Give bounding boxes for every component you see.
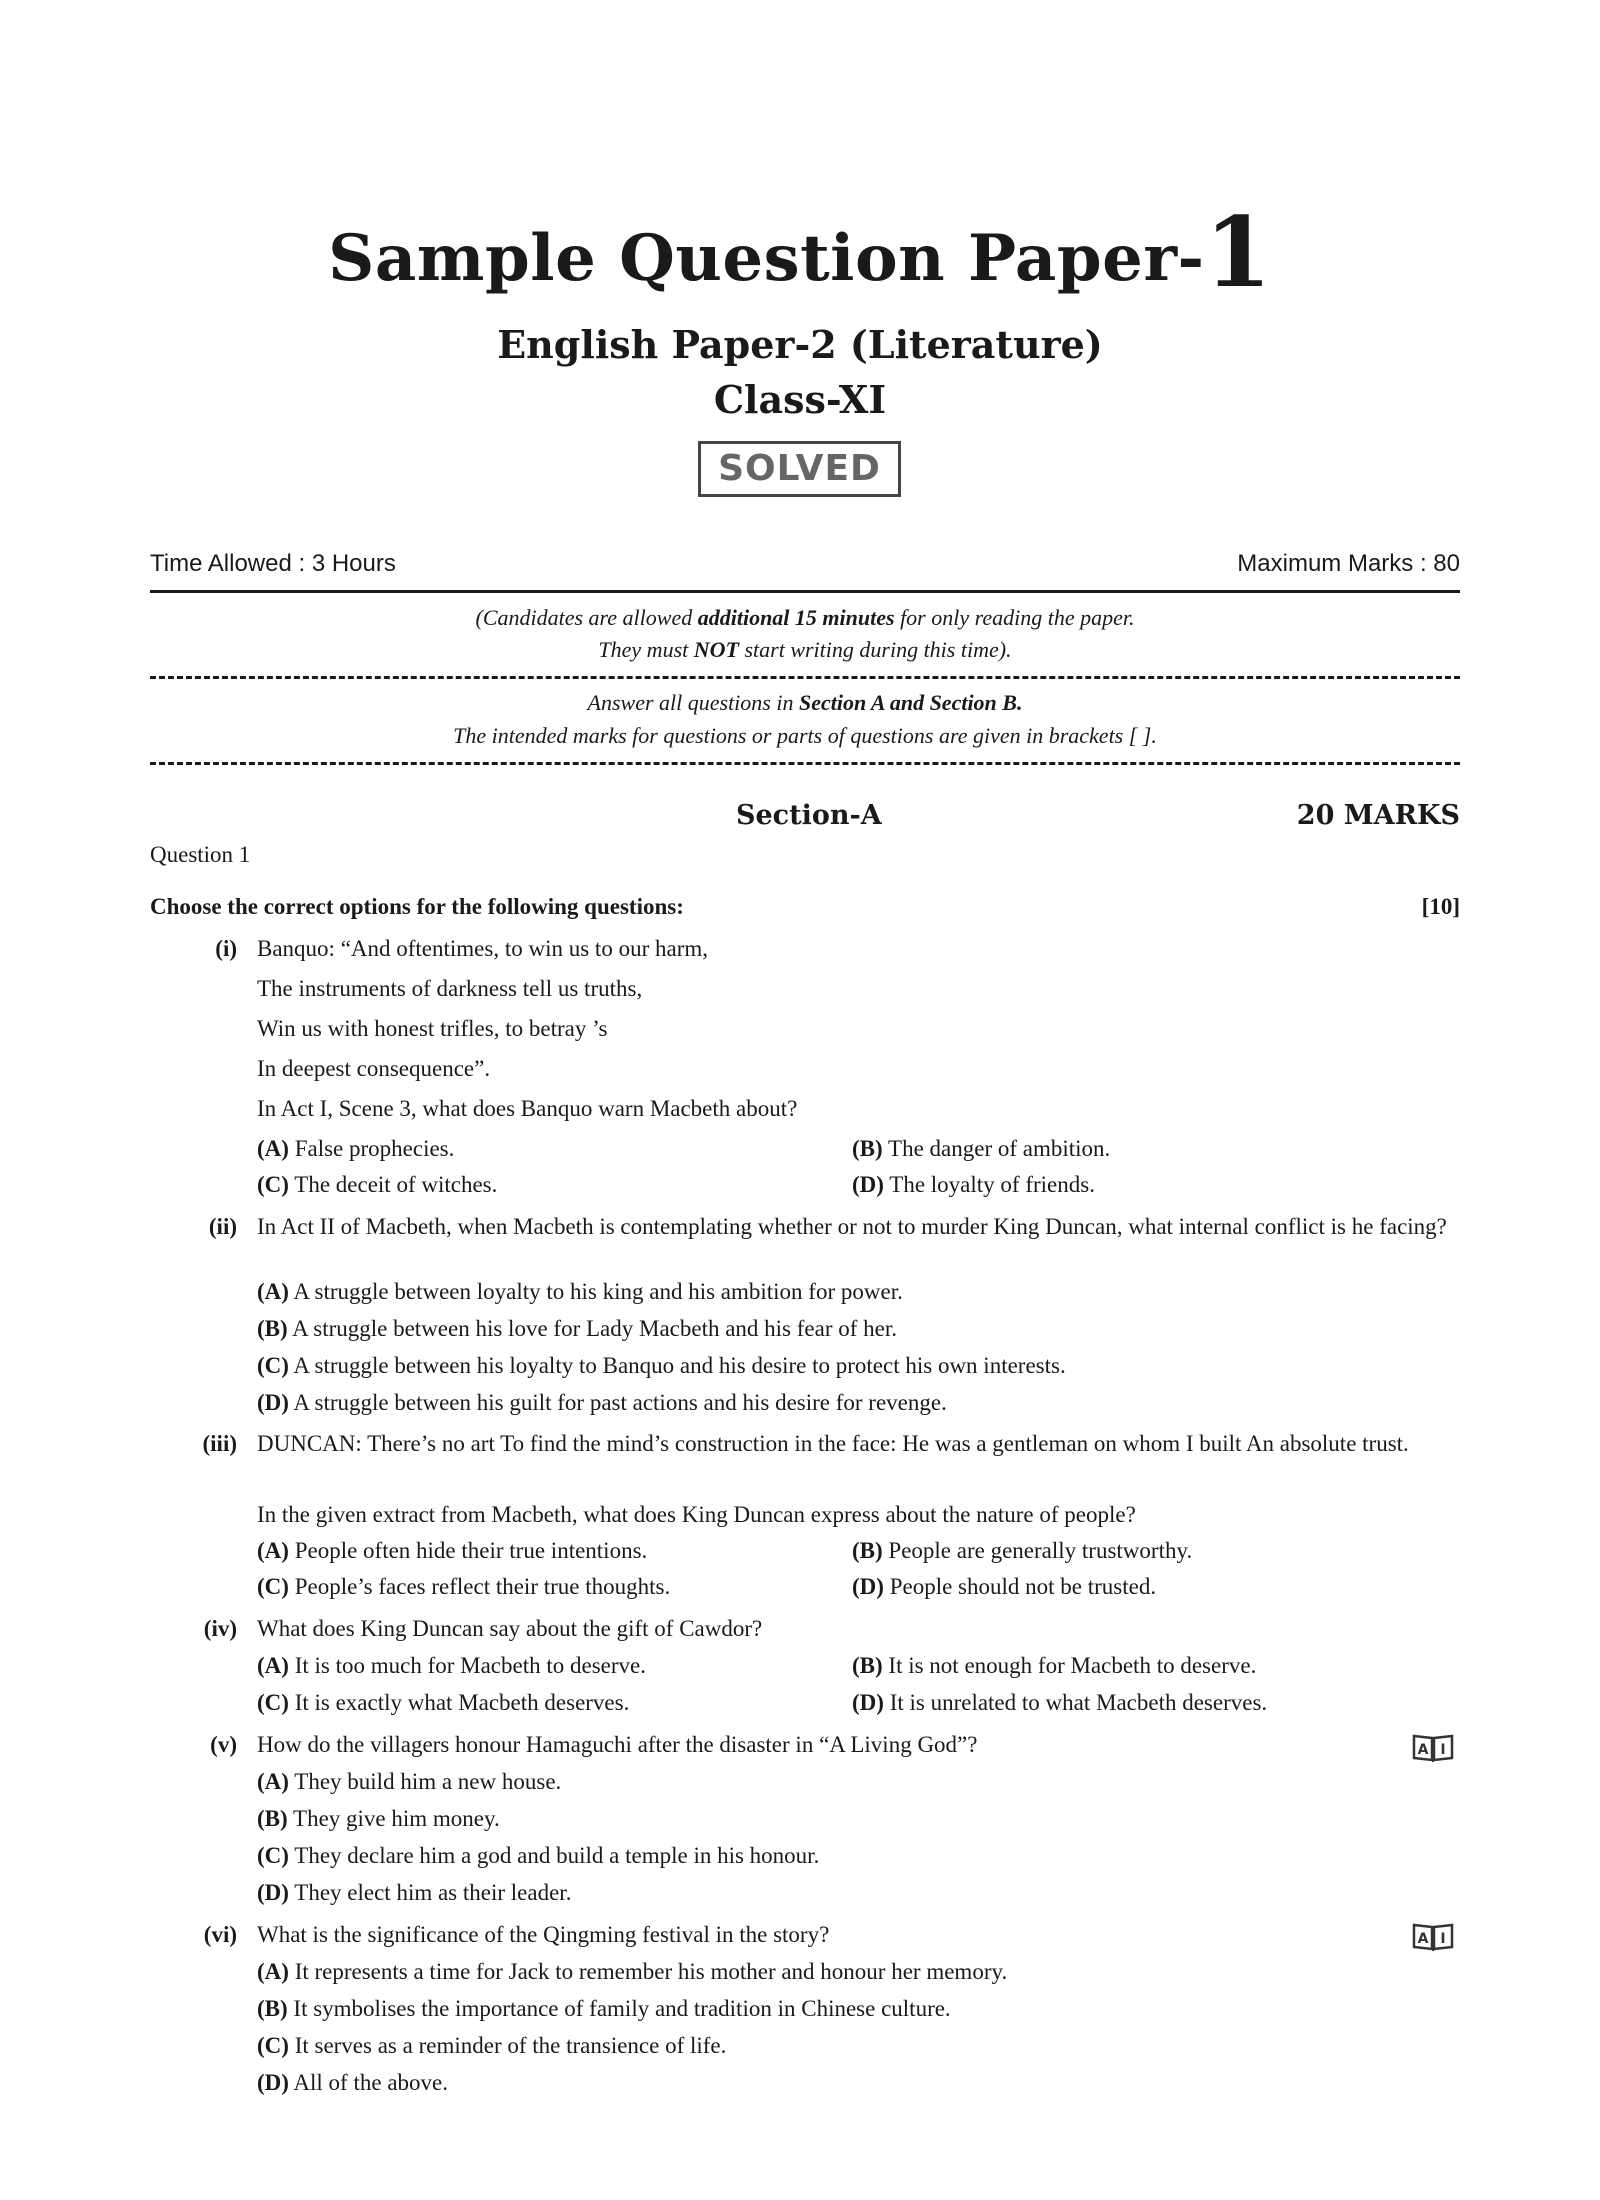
paper-number: 1 xyxy=(1204,196,1272,309)
question-number: (i) xyxy=(215,936,237,961)
option-d xyxy=(852,1172,1095,1198)
quote-line: Win us with honest trifles, to betray ’s xyxy=(257,1016,608,1041)
option-text: They declare him a god and build a temple in his honour. xyxy=(294,1843,820,1868)
option-label: (B) xyxy=(852,1653,883,1678)
option-c xyxy=(257,1843,819,1869)
option-label: (B) xyxy=(852,1538,883,1563)
option-text: They build him a new house. xyxy=(294,1769,562,1794)
option-a xyxy=(257,1769,561,1795)
dashed-divider xyxy=(150,762,1460,765)
option-a xyxy=(257,1653,646,1679)
note-emphasis: Section A and Section B. xyxy=(798,690,1023,715)
option-text: It is exactly what Macbeth deserves. xyxy=(294,1690,630,1715)
maximum-marks: Maximum Marks : 80 xyxy=(1237,550,1460,577)
question-number: (ii) xyxy=(208,1214,237,1239)
note-text: start writing during this time). xyxy=(738,637,1012,662)
option-label: (A) xyxy=(257,1538,289,1563)
option-text: They give him money. xyxy=(293,1806,500,1831)
time-allowed: Time Allowed : 3 Hours xyxy=(150,550,396,577)
option-text: People’s faces reflect their true thoughts. xyxy=(294,1574,671,1599)
question-number: (iii) xyxy=(202,1431,237,1456)
quote-line: Banquo: “And oftentimes, to win us to our harm, xyxy=(257,936,708,961)
note-text: They must xyxy=(598,637,694,662)
ai-badge-text-i: I xyxy=(1440,1742,1446,1758)
option-label: (A) xyxy=(257,1653,289,1678)
option-label: (C) xyxy=(257,2033,289,2058)
section-name: Section-A xyxy=(736,800,882,831)
solved-badge: SOLVED xyxy=(698,441,901,497)
reading-time-note-2 xyxy=(150,637,1460,663)
question-text: In the given extract from Macbeth, what does King Duncan express about the nature of people? xyxy=(257,1502,1136,1527)
option-text: All of the above. xyxy=(293,2070,448,2095)
note-emphasis: NOT xyxy=(693,637,739,662)
option-label: (C) xyxy=(257,1843,289,1868)
question-number: (v) xyxy=(210,1732,237,1757)
option-text: They elect him as their leader. xyxy=(294,1880,572,1905)
option-text: People often hide their true intentions. xyxy=(294,1538,648,1563)
option-text: People are generally trustworthy. xyxy=(888,1538,1193,1563)
note-text: Answer all questions in xyxy=(587,690,799,715)
question-number: (vi) xyxy=(203,1922,237,1947)
option-c xyxy=(257,1353,1066,1379)
option-label: (A) xyxy=(257,1279,289,1304)
option-label: (D) xyxy=(257,2070,289,2095)
note-emphasis: additional 15 minutes xyxy=(697,605,895,630)
option-label: (C) xyxy=(257,1690,289,1715)
question-label: Question 1 xyxy=(150,842,251,867)
option-label: (A) xyxy=(257,1959,289,1984)
note-text: (Candidates are allowed xyxy=(475,605,698,630)
question-text: What does King Duncan say about the gift of Cawdor? xyxy=(257,1616,763,1641)
option-text: People should not be trusted. xyxy=(889,1574,1157,1599)
option-text: It is not enough for Macbeth to deserve. xyxy=(888,1653,1257,1678)
paper-class: Class-XI xyxy=(713,377,887,422)
option-label: (D) xyxy=(257,1880,289,1905)
option-label: (D) xyxy=(852,1172,884,1197)
option-text: A struggle between his love for Lady Macbeth and his fear of her. xyxy=(292,1316,897,1341)
option-c xyxy=(257,1574,670,1600)
section-marks: 20 MARKS xyxy=(1296,800,1460,831)
extract-text: DUNCAN: There’s no art To find the mind’s construction in the face: He was a gentleman on whom I built An absolute trust. xyxy=(257,1431,1409,1456)
option-label: (D) xyxy=(852,1574,884,1599)
option-text: A struggle between his loyalty to Banquo and his desire to protect his own interests. xyxy=(293,1353,1066,1378)
quote-line: The instruments of darkness tell us truths, xyxy=(257,976,643,1001)
option-text: The danger of ambition. xyxy=(888,1136,1111,1161)
option-text: It symbolises the importance of family and tradition in Chinese culture. xyxy=(293,1996,951,2021)
paper-title-text: Sample Question Paper- xyxy=(328,221,1205,296)
option-label: (A) xyxy=(257,1136,289,1161)
option-text: The deceit of witches. xyxy=(294,1172,498,1197)
option-text: The loyalty of friends. xyxy=(889,1172,1095,1197)
instruction-line-1 xyxy=(150,690,1460,716)
option-d xyxy=(257,2070,448,2096)
question-instruction: Choose the correct options for the following questions: xyxy=(150,894,684,919)
question-number: (iv) xyxy=(203,1616,237,1641)
ai-book-icon xyxy=(1412,1733,1454,1763)
option-a xyxy=(257,1959,1007,1985)
option-b xyxy=(257,1806,500,1832)
option-text: A struggle between his guilt for past actions and his desire for revenge. xyxy=(293,1390,947,1415)
ai-badge-text-a: A xyxy=(1417,1931,1429,1947)
dashed-divider xyxy=(150,676,1460,679)
option-label: (B) xyxy=(852,1136,883,1161)
instruction-line-2: The intended marks for questions or parts of questions are given in brackets [ ]. xyxy=(453,723,1157,748)
option-d xyxy=(852,1574,1156,1600)
header-rule xyxy=(150,590,1460,593)
option-c xyxy=(257,2033,726,2059)
option-text: It represents a time for Jack to remember his mother and honour her memory. xyxy=(294,1959,1008,1984)
question-marks: [10] xyxy=(1421,894,1460,919)
option-b xyxy=(852,1136,1110,1162)
option-d xyxy=(257,1390,947,1416)
option-label: (A) xyxy=(257,1769,289,1794)
question-text: What is the significance of the Qingming festival in the story? xyxy=(257,1922,830,1947)
note-text: for only reading the paper. xyxy=(894,605,1135,630)
paper-subject: English Paper-2 (Literature) xyxy=(497,322,1103,367)
option-b xyxy=(257,1316,897,1342)
option-label: (C) xyxy=(257,1574,289,1599)
option-label: (B) xyxy=(257,1996,288,2021)
ai-badge-text-a: A xyxy=(1417,1742,1429,1758)
question-text: How do the villagers honour Hamaguchi after the disaster in “A Living God”? xyxy=(257,1732,978,1757)
option-a xyxy=(257,1279,903,1305)
option-label: (B) xyxy=(257,1806,288,1831)
option-d xyxy=(852,1690,1267,1716)
paper-title xyxy=(0,196,1600,309)
ai-book-icon xyxy=(1412,1922,1454,1952)
quote-line: In deepest consequence”. xyxy=(257,1056,491,1081)
option-b xyxy=(257,1996,951,2022)
option-text: It serves as a reminder of the transience of life. xyxy=(294,2033,727,2058)
option-a xyxy=(257,1136,454,1162)
option-b xyxy=(852,1653,1256,1679)
option-text: It is too much for Macbeth to deserve. xyxy=(294,1653,646,1678)
question-text: In Act II of Macbeth, when Macbeth is contemplating whether or not to murder King Duncan, what internal conflict is he facing? xyxy=(257,1214,1447,1239)
option-label: (C) xyxy=(257,1172,289,1197)
option-c xyxy=(257,1172,497,1198)
ai-badge-text-i: I xyxy=(1440,1931,1446,1947)
question-text: In Act I, Scene 3, what does Banquo warn Macbeth about? xyxy=(257,1096,798,1121)
option-label: (C) xyxy=(257,1353,289,1378)
option-d xyxy=(257,1880,571,1906)
option-text: False prophecies. xyxy=(294,1136,455,1161)
option-label: (D) xyxy=(257,1390,289,1415)
option-a xyxy=(257,1538,647,1564)
option-text: A struggle between loyalty to his king and his ambition for power. xyxy=(293,1279,903,1304)
option-text: It is unrelated to what Macbeth deserves. xyxy=(889,1690,1268,1715)
reading-time-note-1 xyxy=(150,605,1460,631)
option-label: (D) xyxy=(852,1690,884,1715)
option-c xyxy=(257,1690,629,1716)
option-b xyxy=(852,1538,1192,1564)
option-label: (B) xyxy=(257,1316,288,1341)
